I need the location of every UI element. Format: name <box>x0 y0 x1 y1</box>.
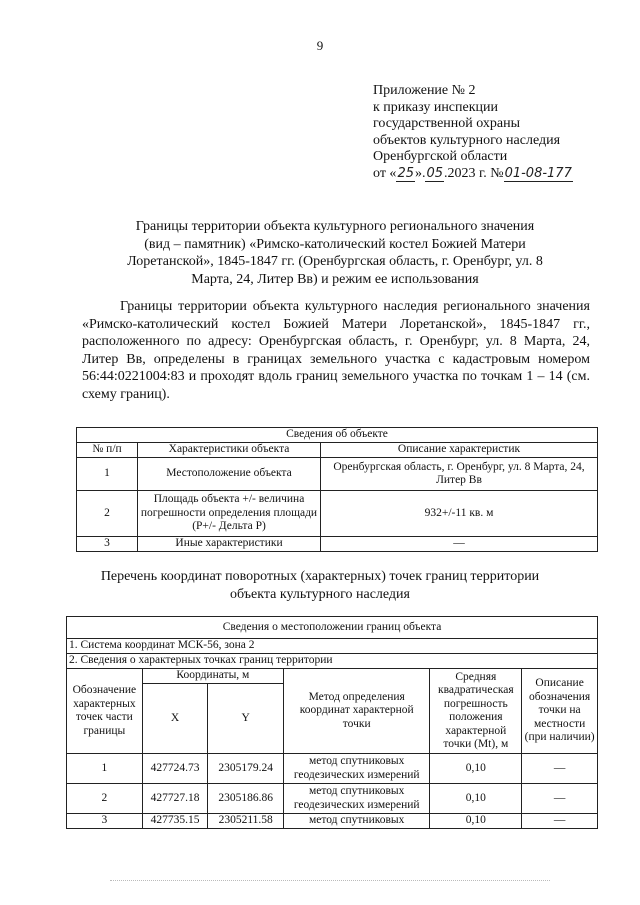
point-error: 0,10 <box>430 754 522 784</box>
title-line: (вид – памятник) «Римско-католический костел Божией Матери <box>144 236 526 252</box>
table-row <box>67 814 598 829</box>
point-description: — <box>522 814 598 829</box>
row-characteristic: Площадь объекта +/- величина погрешности определения площади (Р+/- Дельта Р) <box>138 491 321 537</box>
appendix-date-line <box>373 166 573 183</box>
appendix-line: объектов культурного наследия <box>373 132 561 148</box>
row-description: 932+/-11 кв. м <box>321 491 598 537</box>
date-prefix: от « <box>373 165 397 181</box>
header-coordinates: Координаты, м <box>142 669 283 684</box>
table-row <box>67 754 598 784</box>
row-num: 2 <box>77 491 138 537</box>
header-y: Y <box>208 684 284 754</box>
title-line: Марта, 24, Литер Вв) и режим ее использования <box>191 271 479 287</box>
point-id: 2 <box>67 784 143 814</box>
header-x: X <box>142 684 208 754</box>
appendix-line: государственной охраны <box>373 116 521 132</box>
header-point-description: Описание обозначения точки на местности (при наличии) <box>522 669 598 754</box>
doc-number-handwritten: 01-08-177 <box>504 165 572 181</box>
point-method: метод спутниковых <box>284 814 430 829</box>
appendix-line: Приложение № 2 <box>373 83 476 98</box>
date-year: .2023 г. № <box>444 165 504 181</box>
date-month-handwritten: 05 <box>426 165 444 181</box>
point-y: 2305179.24 <box>208 754 284 784</box>
appendix-line: Оренбургской области <box>373 149 508 165</box>
row-characteristic: Местоположение объекта <box>138 458 321 491</box>
row-num: 3 <box>77 537 138 552</box>
point-y: 2305186.86 <box>208 784 284 814</box>
coords-title-line: Перечень координат поворотных (характерных) точек границ территории <box>100 569 540 584</box>
point-x: 427735.15 <box>142 814 208 829</box>
section-label: 2. Сведения о характерных точках границ территории <box>67 654 598 669</box>
date-separator: ». <box>414 165 426 181</box>
point-method: метод спутниковых геодезических измерений <box>284 784 430 814</box>
coordinates-title <box>0 568 640 603</box>
object-table-caption: Сведения об объекте <box>77 428 598 443</box>
date-day-handwritten: 25 <box>397 165 414 181</box>
point-description: — <box>522 784 598 814</box>
table-row <box>67 784 598 814</box>
coordinates-table <box>66 616 598 829</box>
point-x: 427727.18 <box>142 784 208 814</box>
row-characteristic: Иные характеристики <box>138 537 321 552</box>
body-paragraph: Границы территории объекта культурного наследия регионального значения «Римско-католический костел Божией Матери Лоретанской», 1845-1847 гг., расположенного по адресу: Оренбургская область, г. Оренбург, ул. 8 Марта, 24, Литер Вв, определены в границах земельного участка с кадастровым номером 56:44:0221004:83 и проходят вдоль границ земельного участка по точкам 1 – 14 (см. схему границ). <box>82 299 590 402</box>
header-error: Средняя квадратическая погрешность положения характерной точки (Mt), м <box>430 669 522 754</box>
row-num: 1 <box>77 458 138 491</box>
row-description: Оренбургская область, г. Оренбург, ул. 8 Марта, 24, Литер Вв <box>321 458 598 491</box>
header-characteristic: Характеристики объекта <box>138 443 321 458</box>
table-row <box>77 537 598 552</box>
appendix-line: к приказу инспекции <box>373 99 499 115</box>
point-method: метод спутниковых геодезических измерений <box>284 754 430 784</box>
point-description: — <box>522 754 598 784</box>
title-line: Границы территории объекта культурного регионального значения <box>135 219 535 234</box>
header-designation: Обозначение характерных точек части границы <box>67 669 143 754</box>
document-title <box>110 218 560 288</box>
point-y: 2305211.58 <box>208 814 284 829</box>
point-id: 3 <box>67 814 143 829</box>
point-error: 0,10 <box>430 784 522 814</box>
point-error: 0,10 <box>430 814 522 829</box>
header-description: Описание характеристик <box>321 443 598 458</box>
page-number: 9 <box>316 38 324 53</box>
table-row <box>77 458 598 491</box>
coords-title-line: объекта культурного наследия <box>230 586 410 602</box>
header-num: № п/п <box>77 443 138 458</box>
coords-table-caption: Сведения о местоположении границ объекта <box>67 617 598 639</box>
row-description: — <box>321 537 598 552</box>
table-row <box>77 491 598 537</box>
object-info-table <box>76 427 598 552</box>
title-line: Лоретанской», 1845-1847 гг. (Оренбургская область, г. Оренбург, ул. 8 <box>127 254 543 269</box>
point-x: 427724.73 <box>142 754 208 784</box>
header-method: Метод определения координат характерной точки <box>284 669 430 754</box>
appendix-header <box>373 83 573 183</box>
coordinate-system: 1. Система координат МСК-56, зона 2 <box>67 639 598 654</box>
point-id: 1 <box>67 754 143 784</box>
scan-artifact-divider <box>110 880 550 881</box>
